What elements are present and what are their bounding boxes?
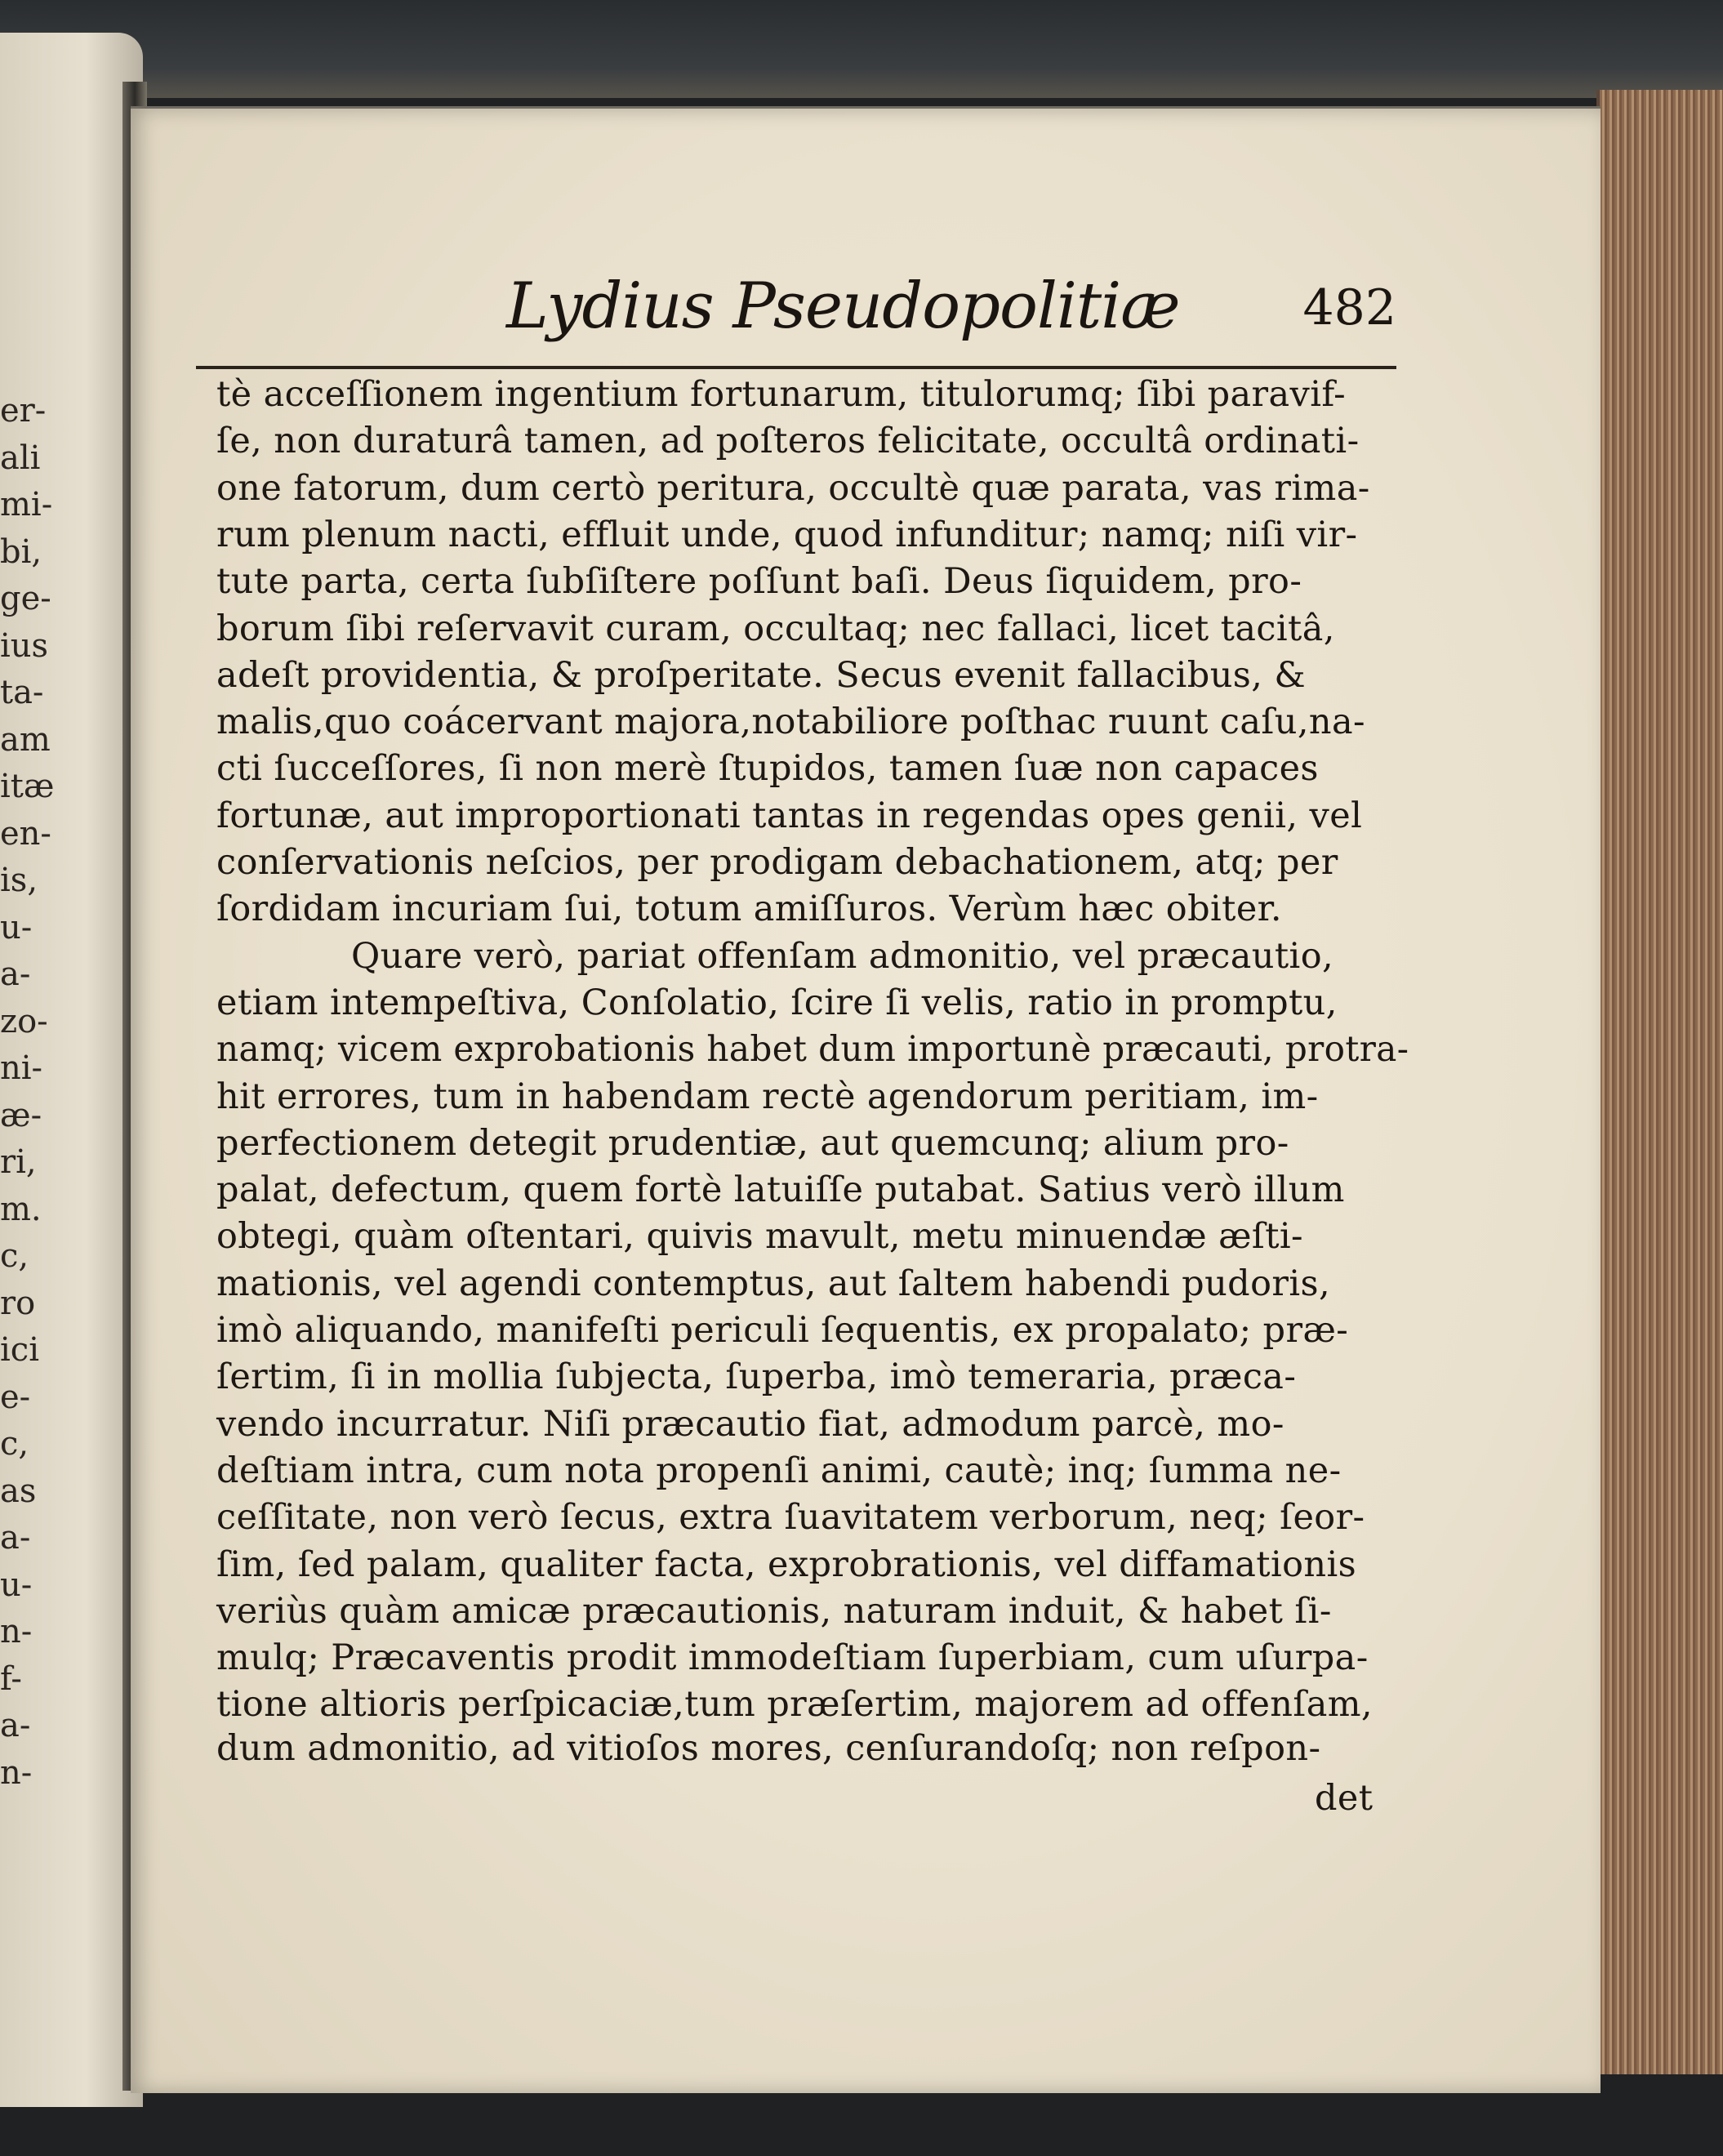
- text-line: etiam intempeſtiva, Conſolatio, ſcire ſi velis, ratio in promptu,: [216, 982, 1338, 1023]
- text-line: deſtiam intra, cum nota propenſi animi, cautè; inq; ſumma ne-: [216, 1450, 1342, 1491]
- text-line: namq; vicem exprobationis habet dum importunè præcauti, protra-: [216, 1029, 1409, 1071]
- left-text-fragment: mi-: [0, 486, 53, 523]
- text-line: borum ſibi reſervavit curam, occultaq; nec fallaci, licet tacitâ,: [216, 608, 1335, 649]
- left-text-fragment: as: [0, 1472, 37, 1510]
- text-line: one fatorum, dum certò peritura, occultè quæ parata, vas rima-: [216, 467, 1370, 509]
- text-line: perfectionem detegit prudentiæ, aut quemcunq; alium pro-: [216, 1122, 1289, 1164]
- left-page-text-fragments: [0, 33, 122, 2107]
- text-line: vendo incurratur. Niſi præcautio fiat, admodum parcè, mo-: [216, 1403, 1284, 1445]
- text-line: rum plenum nacti, effluit unde, quod infunditur; namq; niſi vir-: [216, 514, 1358, 555]
- text-line: tute parta, certa ſubſiſtere poſſunt baſi. Deus ſiquidem, pro-: [216, 561, 1302, 603]
- left-text-fragment: zo-: [0, 1002, 48, 1040]
- text-line: ſe, non duraturâ tamen, ad poſteros felicitate, occultâ ordinati-: [216, 421, 1360, 462]
- text-line: veriùs quàm amicæ præcautionis, naturam induit, & habet ſi-: [216, 1590, 1332, 1632]
- running-title: Lydius Pseudopolitiæ: [506, 270, 1180, 343]
- text-line: cti ſucceſſores, ſi non merè ſtupidos, tamen ſuæ non capaces: [216, 748, 1319, 790]
- text-line: hit errores, tum in habendam rectè agendorum peritiam, im-: [216, 1076, 1319, 1117]
- text-line: mationis, vel agendi contemptus, aut ſaltem habendi pudoris,: [216, 1263, 1331, 1304]
- left-text-fragment: c,: [0, 1237, 29, 1275]
- left-text-fragment: ta-: [0, 674, 44, 711]
- running-head: [506, 261, 1396, 359]
- left-text-fragment: m.: [0, 1190, 42, 1228]
- text-line: conſervationis neſcios, per prodigam debachationem, atq; per: [216, 842, 1338, 883]
- text-line: tè acceſſionem ingentium fortunarum, titulorumq; ſibi paravif-: [216, 374, 1347, 415]
- left-text-fragment: n-: [0, 1753, 33, 1792]
- text-line: palat, defectum, quem fortè latuiſſe putabat. Satius verò illum: [216, 1169, 1345, 1211]
- left-text-fragment: er-: [0, 392, 47, 430]
- left-text-fragment: f-: [0, 1659, 22, 1698]
- text-line: obtegi, quàm oſtentari, quivis mavult, metu minuendæ æſti-: [216, 1216, 1303, 1258]
- left-text-fragment: en-: [0, 814, 51, 853]
- left-text-fragment: a-: [0, 1519, 31, 1557]
- left-page: [0, 33, 143, 2107]
- text-line: Quare verò, pariat offenſam admonitio, vel præcautio,: [351, 935, 1334, 977]
- text-line: adeſt providentia, & proſperitate. Secus evenit fallacibus, &: [216, 654, 1307, 696]
- left-text-fragment: e-: [0, 1378, 31, 1416]
- left-text-fragment: ri,: [0, 1143, 37, 1181]
- text-line: malis,quo coácervant majora,notabiliore poſthac ruunt caſu,na-: [216, 702, 1365, 743]
- text-line: dum admonitio, ad vitioſos mores, cenſurandoſq; non reſpon-: [216, 1727, 1321, 1769]
- page-edges: [1596, 90, 1723, 2074]
- left-text-fragment: ali: [0, 439, 41, 477]
- book-cover-top: [0, 0, 1723, 98]
- text-line: ſordidam incuriam ſui, totum amiſſuros. Verùm hæc obiter.: [216, 889, 1282, 930]
- page-number: 482: [1302, 279, 1396, 336]
- text-line: ſertim, ſi in mollia ſubjecta, ſuperba, imò temeraria, præca-: [216, 1356, 1297, 1398]
- text-line: mulq; Præcaventis prodit immodeſtiam ſuperbiam, cum uſurpa-: [216, 1637, 1369, 1679]
- left-text-fragment: bi,: [0, 532, 42, 571]
- left-text-fragment: ro: [0, 1284, 36, 1322]
- header-rule: [196, 366, 1396, 369]
- text-line: imò aliquando, manifeſti periculi ſequentis, ex propalato; præ-: [216, 1310, 1349, 1351]
- left-text-fragment: itæ: [0, 768, 55, 805]
- left-text-fragment: am: [0, 720, 51, 759]
- left-text-fragment: a-: [0, 956, 31, 993]
- left-text-fragment: ius: [0, 626, 49, 665]
- text-line: ceſſitate, non verò ſecus, extra ſuavitatem verborum, neq; ſeor-: [216, 1497, 1365, 1539]
- left-text-fragment: a-: [0, 1707, 31, 1744]
- left-text-fragment: ge-: [0, 580, 51, 617]
- text-line: tione altioris perſpicaciæ,tum præſertim, majorem ad offenſam,: [216, 1684, 1373, 1726]
- left-text-fragment: u-: [0, 1566, 33, 1604]
- left-text-fragment: u-: [0, 908, 33, 947]
- text-line: fortunæ, aut improportionati tantas in regendas opes genii, vel: [216, 795, 1363, 836]
- left-text-fragment: c,: [0, 1425, 29, 1463]
- left-text-fragment: ici: [0, 1331, 39, 1369]
- text-line: ſim, ſed palam, qualiter facta, exprobrationis, vel diffamationis: [216, 1544, 1357, 1585]
- left-text-fragment: ni-: [0, 1049, 43, 1087]
- text-line: det: [1315, 1778, 1374, 1819]
- left-text-fragment: is,: [0, 862, 38, 899]
- left-text-fragment: n-: [0, 1613, 33, 1650]
- left-text-fragment: æ-: [0, 1096, 42, 1134]
